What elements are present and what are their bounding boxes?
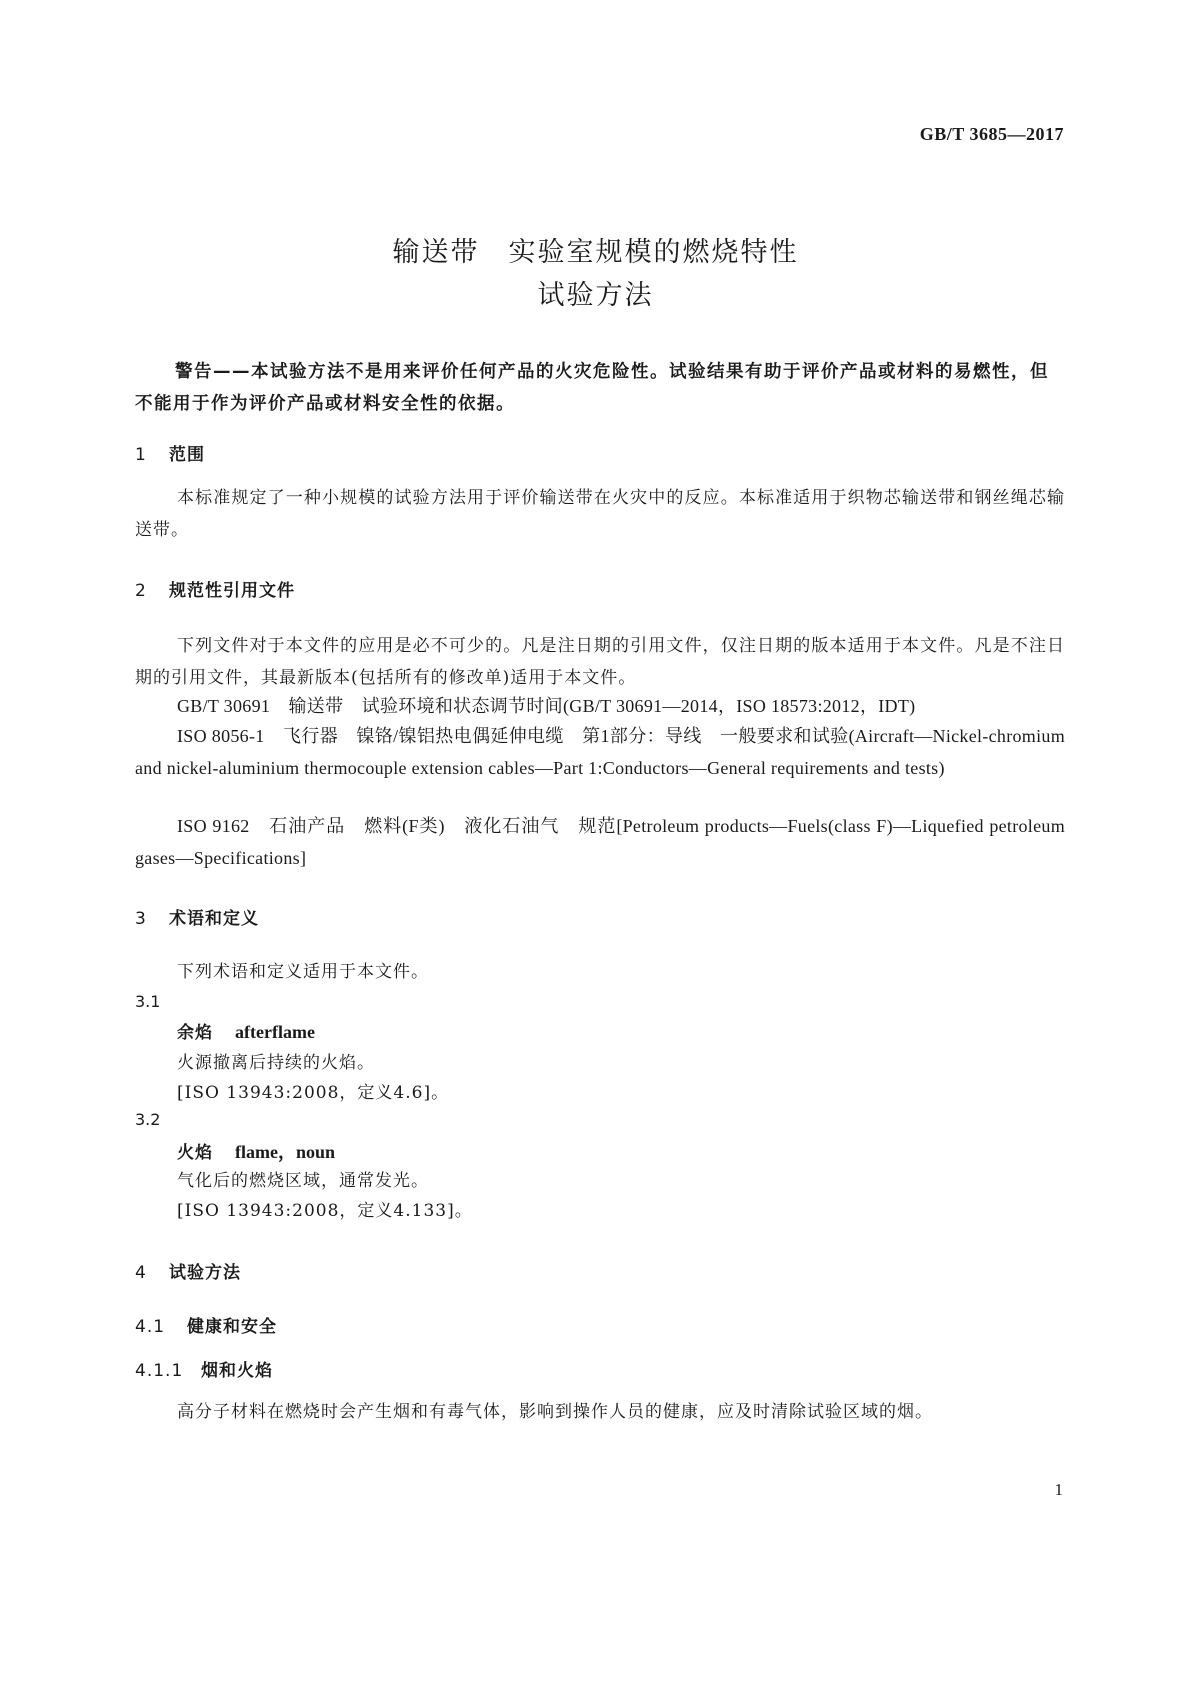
section-4-1-1-heading: [135, 1356, 273, 1381]
section-4-title: 试验方法: [169, 1263, 241, 1283]
reference-item: GB/T 30691 输送带 试验环境和状态调节时间(GB/T 30691—2014，ISO 18573:2012，IDT): [177, 696, 916, 716]
term-name-zh: 余焰: [177, 1023, 213, 1043]
section-4-1-1-title: 烟和火焰: [201, 1361, 273, 1381]
section-4-heading: [135, 1258, 241, 1283]
section-2-body: 下列文件对于本文件的应用是必不可少的。凡是注日期的引用文件，仅注日期的版本适用于本文件。凡是不注日期的引用文件，其最新版本(包括所有的修改单)适用于本文件。: [135, 636, 1065, 688]
term-number: 3.1: [135, 992, 161, 1011]
section-1-title: 范围: [169, 445, 205, 465]
section-4-1-heading: [135, 1312, 277, 1337]
section-2-number: 2: [135, 581, 147, 601]
document-title-line1: 输送带 实验室规模的燃烧特性: [392, 237, 799, 268]
section-2-heading: [135, 576, 295, 601]
term-source: [ISO 13943:2008，定义4.133]。: [177, 1201, 473, 1221]
term-name-en: flame，noun: [235, 1142, 336, 1162]
section-3-body: 下列术语和定义适用于本文件。: [177, 962, 429, 982]
term-source: [ISO 13943:2008，定义4.6]。: [177, 1083, 450, 1103]
warning-paragraph: 警告——本试验方法不是用来评价任何产品的火灾危险性。试验结果有助于评价产品或材料的易燃性，但不能用于作为评价产品或材料安全性的依据。: [135, 362, 1049, 414]
section-1-body: 本标准规定了一种小规模的试验方法用于评价输送带在火灾中的反应。本标准适用于织物芯输送带和钢丝绳芯输送带。: [135, 488, 1065, 540]
section-4-1-1-number: 4.1.1: [135, 1361, 184, 1381]
term-name-zh: 火焰: [177, 1143, 213, 1163]
term-definition: 火源撤离后持续的火焰。: [177, 1053, 375, 1073]
term-name: [177, 1018, 315, 1043]
reference-item: ISO 9162 石油产品 燃料(F类) 液化石油气 规范[Petroleum products—Fuels(class F)—Liquefied petroleum gases—Specifications]: [135, 816, 1065, 868]
section-4-1-title: 健康和安全: [187, 1317, 277, 1337]
section-2-title: 规范性引用文件: [169, 581, 295, 601]
section-4-1-1-body: 高分子材料在燃烧时会产生烟和有毒气体，影响到操作人员的健康，应及时清除试验区域的烟。: [177, 1402, 933, 1422]
term-name-en: afterflame: [235, 1022, 315, 1042]
section-4-number: 4: [135, 1263, 147, 1283]
standard-code: GB/T 3685—2017: [919, 124, 1064, 144]
term-definition: 气化后的燃烧区域，通常发光。: [177, 1171, 429, 1191]
section-3-heading: [135, 904, 259, 929]
section-1-heading: [135, 440, 205, 465]
document-title-line2: 试验方法: [537, 280, 654, 311]
section-3-number: 3: [135, 909, 147, 929]
section-1-number: 1: [135, 445, 147, 465]
section-4-1-number: 4.1: [135, 1317, 166, 1337]
term-name: [177, 1138, 335, 1164]
term-number: 3.2: [135, 1110, 161, 1129]
page-number: 1: [1054, 1480, 1063, 1499]
section-3-title: 术语和定义: [169, 909, 259, 929]
reference-item: ISO 8056-1 飞行器 镍铬/镍铝热电偶延伸电缆 第1部分：导线 一般要求和试验(Aircraft—Nickel-chromium and nickel-aluminium thermocouple extension cables—Part 1:Conductors—General requirements and tests): [135, 726, 1065, 778]
